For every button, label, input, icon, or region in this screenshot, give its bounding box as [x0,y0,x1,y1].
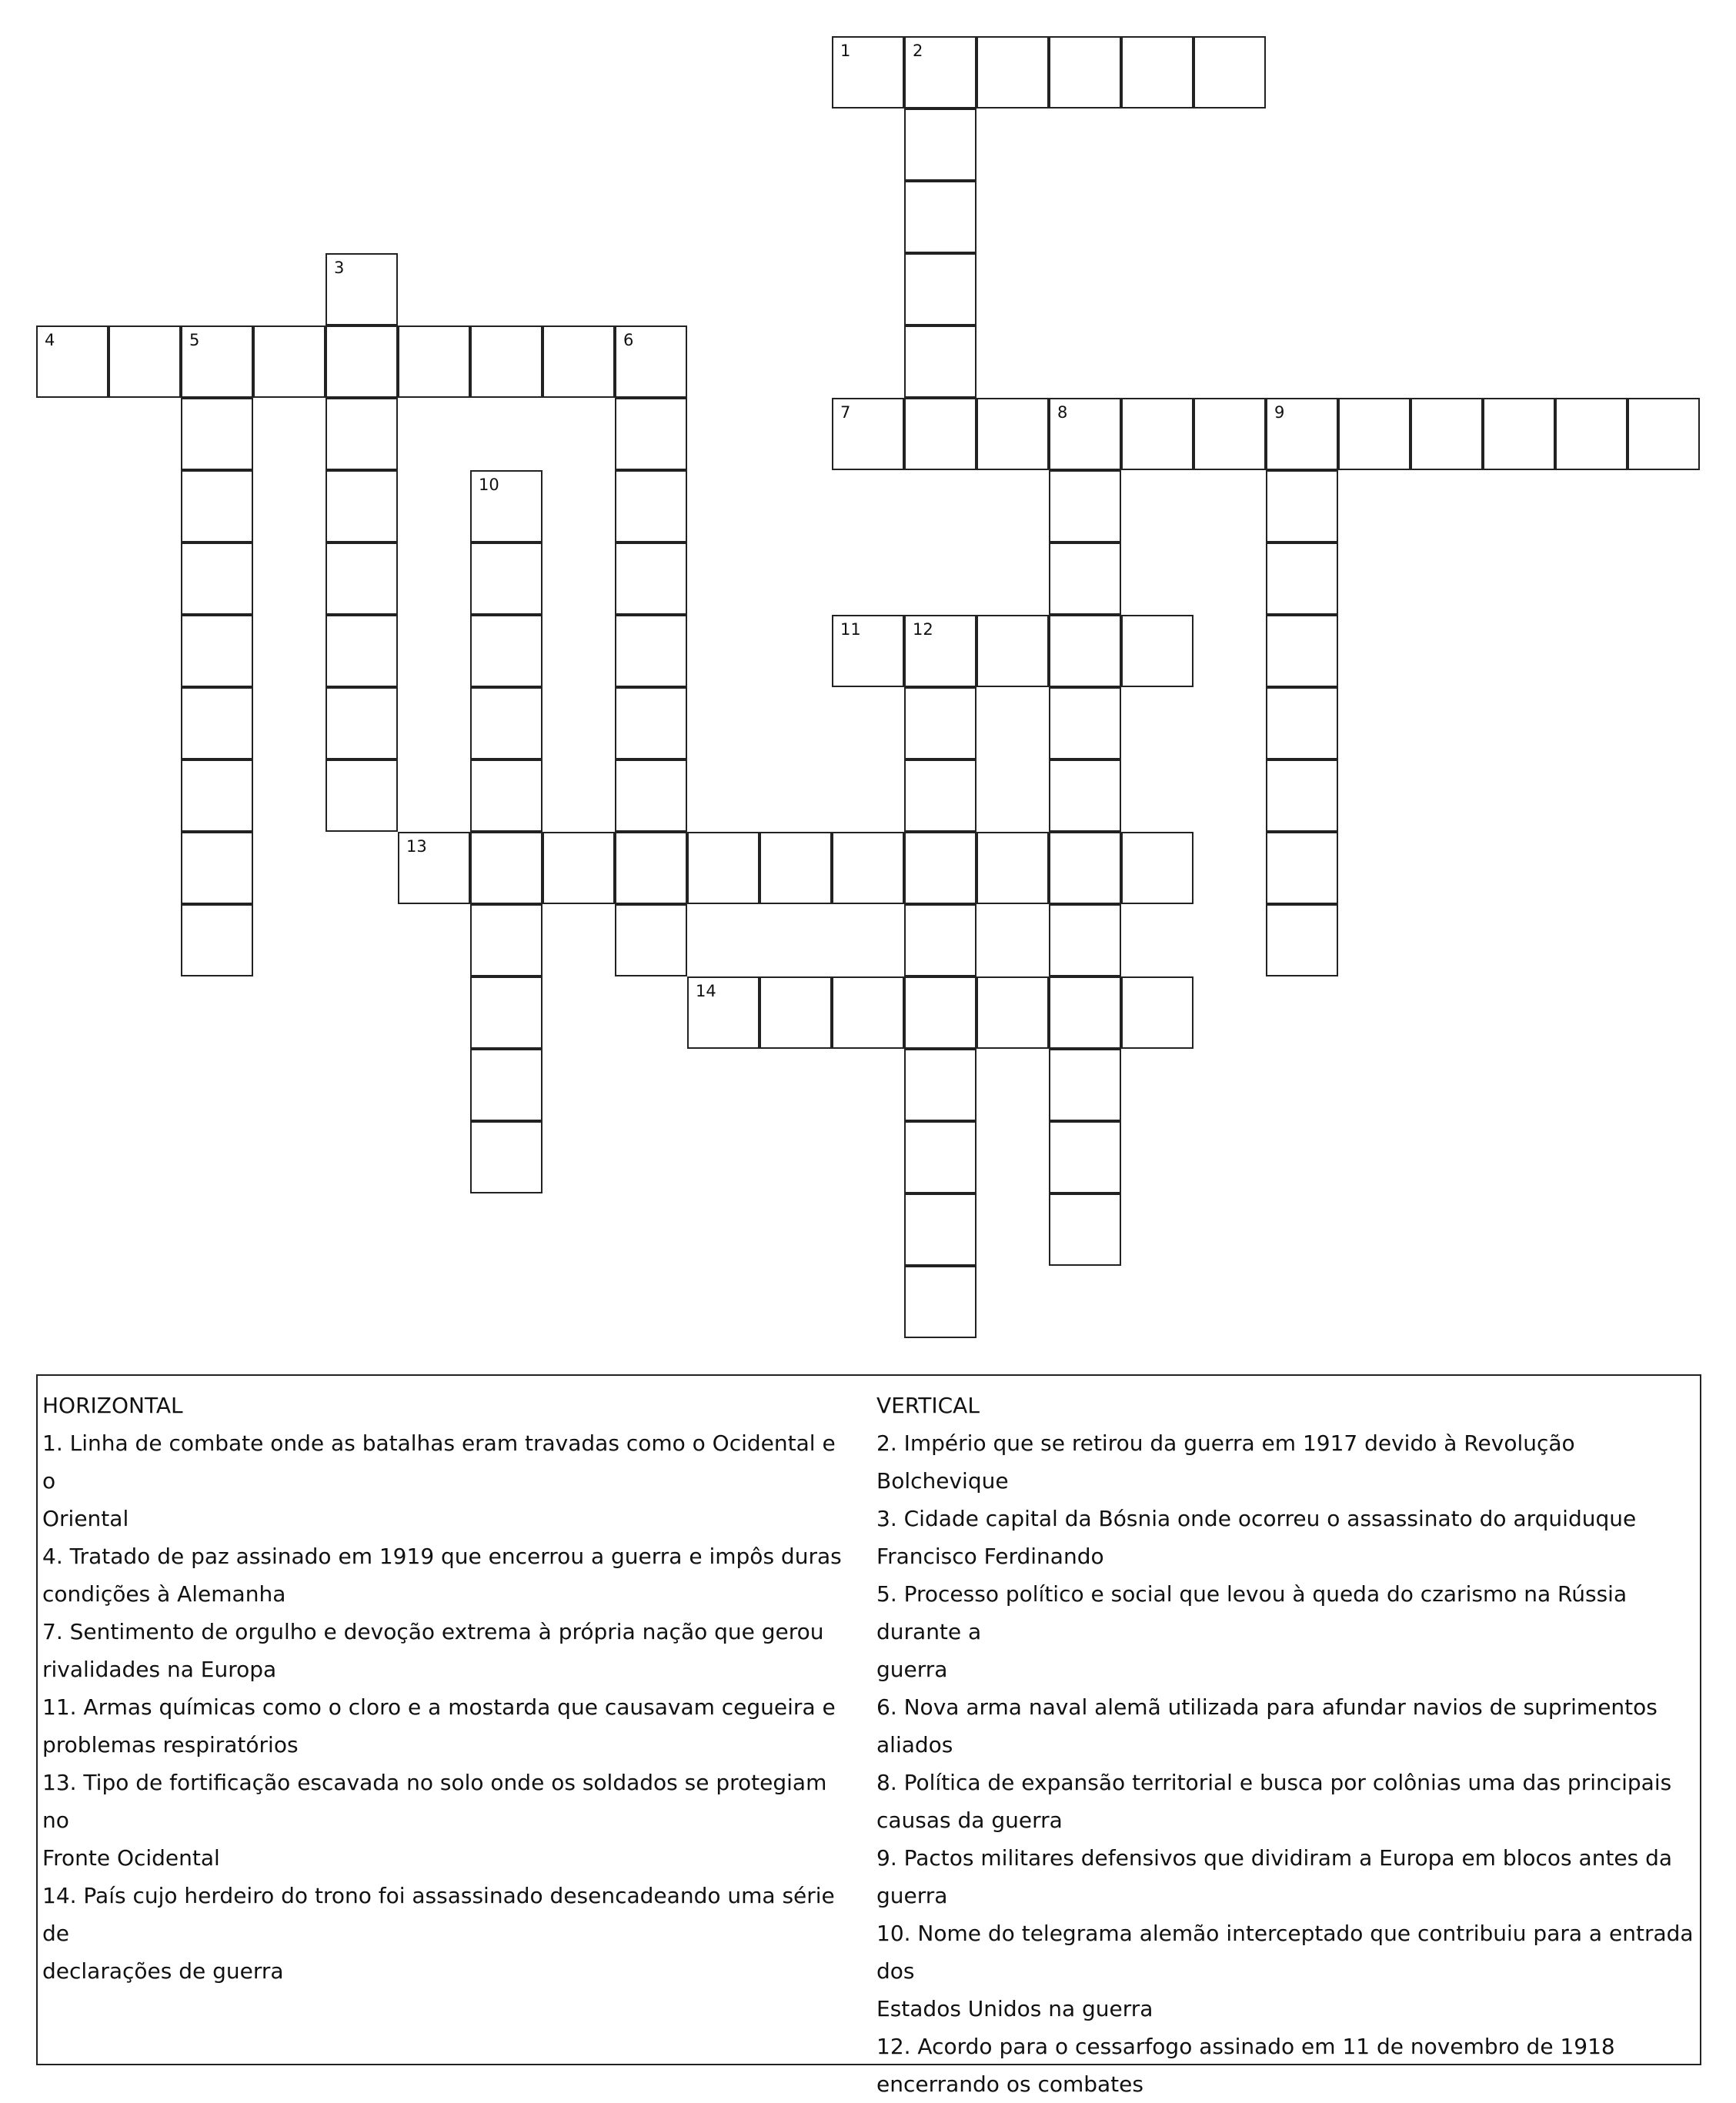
clue-line: encerrando os combates [876,2071,1143,2097]
crossword-cell[interactable] [687,976,760,1049]
crossword-cell[interactable] [181,325,253,398]
crossword-cell[interactable] [181,832,253,904]
crossword-cell[interactable] [687,832,760,904]
crossword-cell[interactable] [470,904,542,976]
clue-line: 9. Pactos militares defensivos que dividiram a Europa em blocos antes da [876,1845,1673,1871]
crossword-cell[interactable] [760,832,832,904]
clue-line: declarações de guerra [42,1958,284,1984]
clue-number: 3 [334,259,345,277]
crossword-cell[interactable] [326,325,398,398]
crossword-cell[interactable] [326,398,398,470]
down-clues [876,1387,1698,2103]
crossword-cell[interactable] [1121,832,1194,904]
crossword-cell[interactable] [1266,687,1338,759]
crossword-cell[interactable] [904,1121,976,1193]
crossword-cell[interactable] [760,976,832,1049]
crossword-cell[interactable] [1194,398,1266,470]
crossword-cell[interactable] [904,832,976,904]
crossword-cell[interactable] [976,832,1049,904]
clue-line: causas da guerra [876,1808,1063,1833]
crossword-cell[interactable] [1483,398,1555,470]
crossword-cell[interactable] [1338,398,1410,470]
crossword-cell[interactable] [832,976,904,1049]
crossword-cell[interactable] [976,398,1049,470]
crossword-cell[interactable] [1049,904,1121,976]
clue-line: 12. Acordo para o cessarfogo assinado em 11 de novembro de 1918 [876,2034,1615,2059]
crossword-cell[interactable] [470,832,542,904]
crossword-cell[interactable] [470,615,542,687]
clue-line: aliados [876,1732,953,1758]
crossword-cell[interactable] [1266,542,1338,615]
crossword-cell[interactable] [832,832,904,904]
crossword-cell[interactable] [976,615,1049,687]
crossword-cell[interactable] [326,470,398,542]
crossword-cell[interactable] [542,325,615,398]
crossword-cell[interactable] [326,542,398,615]
clue-line: 13. Tipo de fortificação escavada no solo onde os soldados se protegiam no [42,1770,827,1833]
clue-number: 9 [1274,403,1285,422]
crossword-cell[interactable] [904,615,976,687]
across-list [42,1424,843,1990]
crossword-cell[interactable] [470,759,542,832]
down-list [876,1424,1698,2103]
clue-number: 5 [189,331,200,349]
crossword-cell[interactable] [1049,1193,1121,1266]
crossword-cell[interactable] [904,976,976,1049]
crossword-cell[interactable] [542,832,615,904]
clue-number: 7 [840,403,851,422]
crossword-cell[interactable] [615,904,687,976]
across-title: HORIZONTAL [42,1393,183,1418]
clue-line: 5. Processo político e social que levou à queda do czarismo na Rússia durante a [876,1581,1627,1644]
crossword-cell[interactable] [326,687,398,759]
crossword-cell[interactable] [181,470,253,542]
clue-number: 4 [45,331,55,349]
clue-line: guerra [876,1883,948,1908]
crossword-cell[interactable] [1266,470,1338,542]
crossword-cell[interactable] [904,904,976,976]
clue-line: condições à Alemanha [42,1581,286,1607]
crossword-cell[interactable] [1121,615,1194,687]
crossword-cell[interactable] [398,832,470,904]
crossword-cell[interactable] [615,470,687,542]
crossword-cell[interactable] [1049,470,1121,542]
crossword-cell[interactable] [181,759,253,832]
clue-line: 2. Império que se retirou da guerra em 1917 devido à Revolução Bolchevique [876,1430,1575,1494]
crossword-cell[interactable] [904,325,976,398]
clue-number: 14 [696,982,716,1000]
crossword-cell[interactable] [1266,398,1338,470]
crossword-cell[interactable] [108,325,181,398]
crossword-cell[interactable] [470,687,542,759]
across-clues [42,1387,843,1990]
clue-line: Oriental [42,1506,129,1531]
clue-line: problemas respiratórios [42,1732,299,1758]
clue-number: 13 [406,837,427,856]
crossword-cell[interactable] [1049,976,1121,1049]
crossword-cell[interactable] [904,687,976,759]
clue-number: 2 [913,42,923,60]
crossword-cell[interactable] [832,398,904,470]
crossword-cell[interactable] [1049,759,1121,832]
crossword-cell[interactable] [615,759,687,832]
crossword-cell[interactable] [1049,832,1121,904]
clue-line: 10. Nome do telegrama alemão interceptado que contribuiu para a entrada dos [876,1921,1694,1984]
crossword-cell[interactable] [470,1121,542,1193]
crossword-cell[interactable] [904,181,976,253]
crossword-cell[interactable] [615,832,687,904]
clue-number: 8 [1057,403,1068,422]
crossword-cell[interactable] [1049,687,1121,759]
clue-line: 8. Política de expansão territorial e busca por colônias uma das principais [876,1770,1672,1795]
crossword-cell[interactable] [1121,976,1194,1049]
crossword-cell[interactable] [181,615,253,687]
clue-number: 6 [623,331,634,349]
crossword-cell[interactable] [1555,398,1627,470]
crossword-cell[interactable] [832,615,904,687]
clue-line: 11. Armas químicas como o cloro e a mostarda que causavam cegueira e [42,1694,836,1720]
crossword-cell[interactable] [1410,398,1483,470]
clue-number: 12 [913,620,933,639]
crossword-cell[interactable] [181,398,253,470]
clue-number: 1 [840,42,851,60]
clue-line: Francisco Ferdinando [876,1544,1104,1569]
crossword-cell[interactable] [615,615,687,687]
crossword-cell[interactable] [904,1193,976,1266]
crossword-cell[interactable] [470,325,542,398]
clue-line: rivalidades na Europa [42,1657,277,1682]
crossword-cell[interactable] [181,904,253,976]
crossword-cell[interactable] [326,759,398,832]
crossword-cell[interactable] [470,1049,542,1121]
crossword-cell[interactable] [1121,36,1194,108]
crossword-cell[interactable] [470,976,542,1049]
crossword-cell[interactable] [470,470,542,542]
crossword-cell[interactable] [615,687,687,759]
crossword-cell[interactable] [1049,398,1121,470]
clue-line: 1. Linha de combate onde as batalhas eram travadas como o Ocidental e o [42,1430,836,1494]
crossword-cell[interactable] [976,976,1049,1049]
crossword-cell[interactable] [1049,1049,1121,1121]
clue-line: 6. Nova arma naval alemã utilizada para afundar navios de suprimentos [876,1694,1658,1720]
crossword-cell[interactable] [1049,36,1121,108]
crossword-cell[interactable] [181,687,253,759]
crossword-cell[interactable] [1266,904,1338,976]
clue-number: 10 [479,476,499,494]
crossword-cell[interactable] [1121,398,1194,470]
crossword-cell[interactable] [904,36,976,108]
crossword-cell[interactable] [615,542,687,615]
clue-line: guerra [876,1657,948,1682]
clue-line: 4. Tratado de paz assinado em 1919 que encerrou a guerra e impôs duras [42,1544,842,1569]
crossword-cell[interactable] [615,325,687,398]
clue-line: 7. Sentimento de orgulho e devoção extrema à própria nação que gerou [42,1619,824,1644]
crossword-cell[interactable] [832,36,904,108]
crossword-cell[interactable] [904,1049,976,1121]
crossword-cell[interactable] [904,108,976,181]
crossword-cell[interactable] [1266,615,1338,687]
clue-line: Fronte Ocidental [42,1845,220,1871]
clues-box [36,1374,1701,2097]
crossword-cell[interactable] [904,398,976,470]
crossword-cell[interactable] [1049,615,1121,687]
crossword-cell[interactable] [326,615,398,687]
crossword-cell[interactable] [904,253,976,325]
crossword-cell[interactable] [904,759,976,832]
clue-line: 14. País cujo herdeiro do trono foi assassinado desencadeando uma série de [42,1883,835,1946]
down-title: VERTICAL [876,1393,980,1418]
clue-number: 11 [840,620,861,639]
crossword-cell[interactable] [470,542,542,615]
crossword-cell[interactable] [1266,832,1338,904]
crossword-cell[interactable] [1194,36,1266,108]
crossword-cell[interactable] [1049,1121,1121,1193]
crossword-cell[interactable] [253,325,326,398]
clue-line: 3. Cidade capital da Bósnia onde ocorreu o assassinato do arquiduque [876,1506,1637,1531]
crossword-cell[interactable] [904,1266,976,1338]
crossword-cell[interactable] [1627,398,1700,470]
crossword-cell[interactable] [615,398,687,470]
crossword-cell[interactable] [976,36,1049,108]
crossword-cell[interactable] [1049,542,1121,615]
crossword-cell[interactable] [326,253,398,325]
crossword-cell[interactable] [1266,759,1338,832]
clue-line: Estados Unidos na guerra [876,1996,1153,2021]
crossword-cell[interactable] [398,325,470,398]
crossword-cell[interactable] [181,542,253,615]
crossword-cell[interactable] [36,325,108,398]
